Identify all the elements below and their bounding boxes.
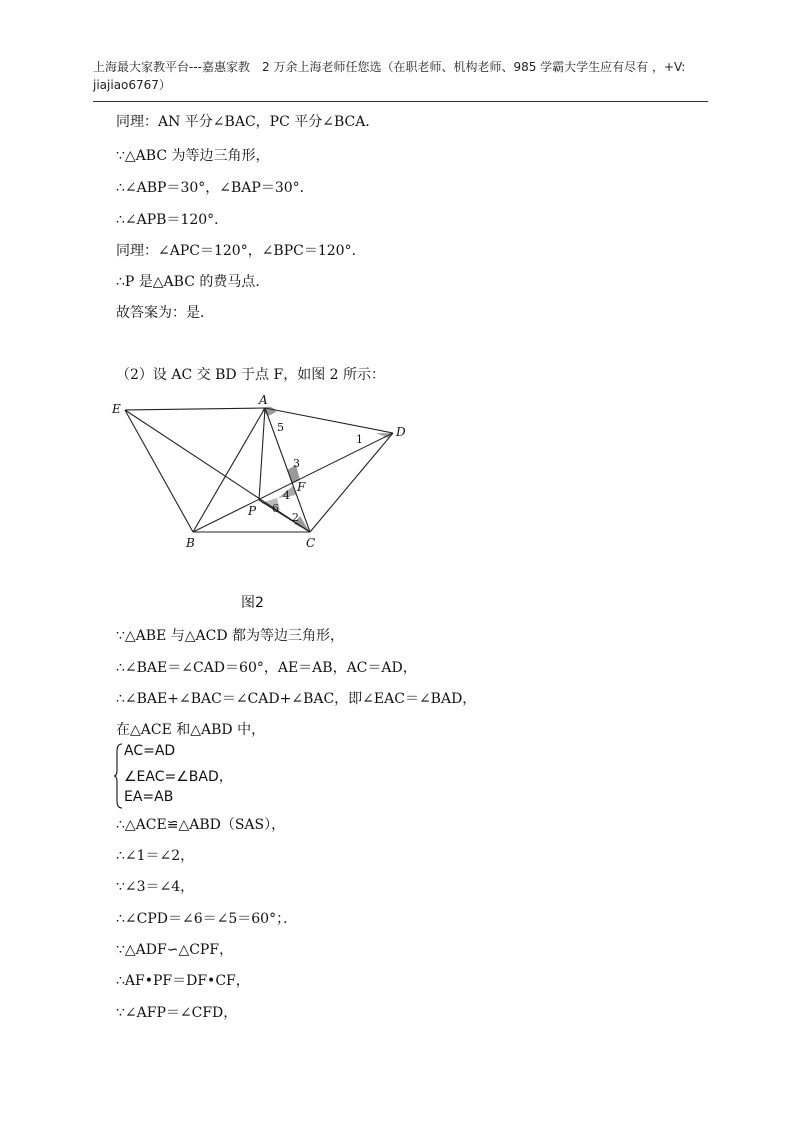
segment-AD	[265, 408, 393, 433]
text-line: ∴∠BAE+∠BAC＝∠CAD+∠BAC，即∠EAC＝∠BAD，	[116, 691, 477, 707]
text-line: ∴△ACE≌△ABD（SAS），	[116, 817, 286, 833]
segment-EA	[125, 408, 265, 410]
header-divider	[93, 101, 708, 102]
system-row: EA=AB	[124, 789, 174, 805]
text-line: ∵△ABE 与△ACD 都为等边三角形，	[116, 628, 345, 644]
angle-label-1: 1	[356, 433, 363, 446]
angle-label-5: 5	[277, 421, 284, 434]
point-label-F: F	[297, 480, 306, 494]
angle-label-6: 6	[272, 502, 279, 515]
curly-brace-icon	[114, 743, 124, 809]
equation-system	[114, 743, 274, 809]
page-header: 上海最大家教平台---嘉惠家教 2 万余上海老师任您选（在职老师、机构老师、985 学霸大学生应有尽有 ，+V: jiajiao6767）	[93, 60, 686, 92]
figure-caption: 图2	[241, 595, 264, 611]
text-line: 同理：∠APC＝120°，∠BPC＝120°．	[116, 243, 366, 259]
point-label-B: B	[186, 536, 195, 550]
text-line: ∴∠1＝∠2，	[116, 848, 195, 864]
text-line: ∴∠CPD＝∠6＝∠5＝60°；．	[116, 911, 298, 927]
text-line: ∵△ADF∽△CPF，	[116, 942, 234, 958]
angle-label-4: 4	[283, 489, 290, 502]
text-line: ∴AF•PF＝DF•CF，	[116, 973, 250, 989]
text-line: ∴∠BAE＝∠CAD＝60°，AE＝AB，AC＝AD，	[116, 660, 417, 676]
point-label-C: C	[306, 536, 316, 550]
text-line: ∴∠ABP＝30°，∠BAP＝30°．	[116, 180, 314, 196]
geometry-svg	[105, 388, 425, 558]
segment-PC	[259, 500, 310, 532]
geometry-figure	[105, 388, 425, 562]
text-line: 同理：AN 平分∠BAC，PC 平分∠BCA．	[116, 114, 380, 130]
angle-label-3: 3	[293, 457, 300, 470]
text-line: ∵∠3＝∠4，	[116, 879, 195, 895]
segment-CD	[310, 433, 393, 532]
point-label-E: E	[112, 402, 121, 416]
segment-EB	[125, 410, 193, 532]
text-line: ∴P 是△ABC 的费马点．	[116, 274, 270, 290]
angle-label-2: 2	[292, 511, 299, 524]
point-label-A: A	[259, 393, 268, 407]
text-line: （2）设 AC 交 BD 于点 F，如图 2 所示：	[116, 367, 386, 383]
system-row: ∠EAC=∠BAD，	[124, 769, 233, 785]
text-line: ∵△ABC 为等边三角形，	[116, 148, 270, 164]
point-label-P: P	[248, 504, 257, 518]
point-label-D: D	[396, 425, 406, 439]
segment-AP	[259, 408, 265, 500]
system-row: AC=AD	[124, 743, 176, 759]
text-line: ∴∠APB＝120°．	[116, 212, 229, 228]
text-line: 在△ACE 和△ABD 中，	[116, 722, 266, 738]
text-line: ∵∠AFP＝∠CFD，	[116, 1005, 238, 1021]
text-line: 故答案为：是．	[116, 305, 214, 321]
